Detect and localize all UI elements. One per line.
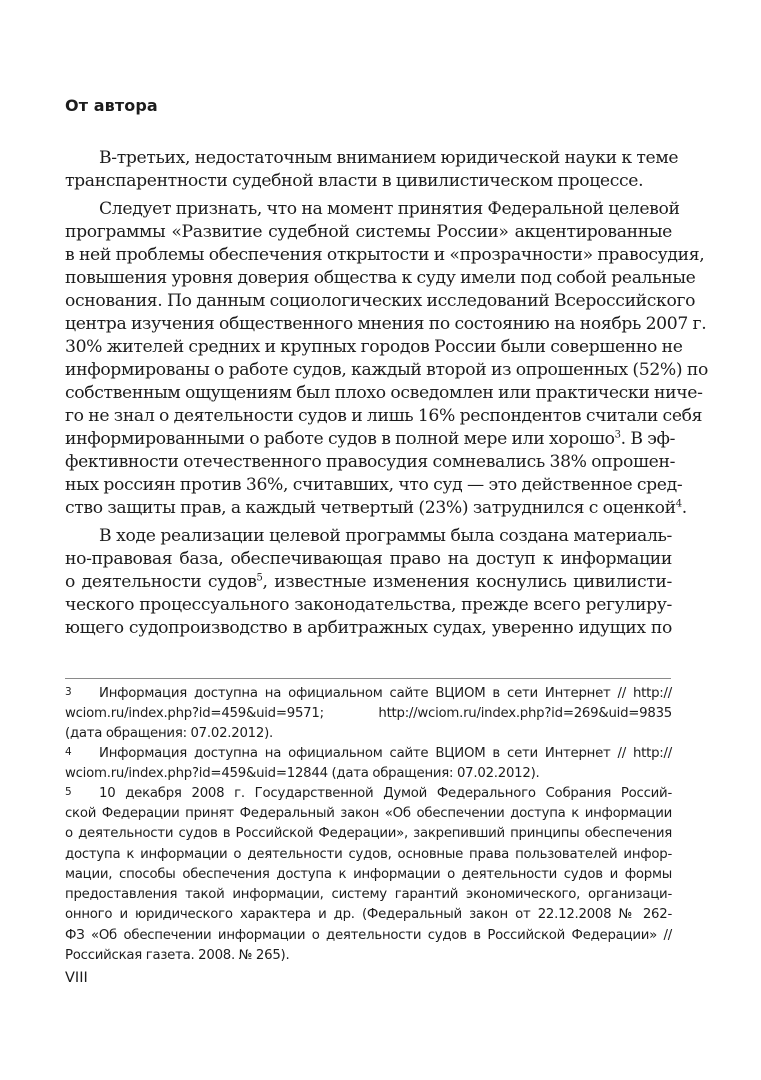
body-line: программы «Развитие судебной системы России» акцентированные (65, 222, 672, 242)
body-line: Следует признать, что на момент принятия Федеральной целевой (99, 199, 680, 219)
body-line: ных россиян против 36%, считавших, что суд — это действенное сред- (65, 475, 683, 495)
footnote-ref[interactable]: 4 (675, 498, 682, 510)
footnote-line: ской Федерации принят Федеральный закон «Об обеспечении доступа к информации (65, 806, 672, 821)
body-line: го не знал о деятельности судов и лишь 16% респондентов считали себя (65, 406, 703, 426)
body-line: основания. По данным социологических исследований Всероссийского (65, 291, 696, 311)
footnote-line: Информация доступна на официальном сайте ВЦИОМ в сети Интернет // http:// (99, 686, 672, 701)
body-line (65, 428, 676, 451)
body-line: информированы о работе судов, каждый второй из опрошенных (52%) по (65, 360, 708, 380)
footnote-line: доступа к информации о деятельности судов, основные права пользователей инфор- (65, 847, 672, 862)
body-line: фективности отечественного правосудия сомневались 38% опрошен- (65, 452, 676, 472)
body-line: В-третьих, недостаточным вниманием юридической науки к теме (99, 148, 679, 168)
body-text: , известные изменения коснулись цивилисти- (262, 572, 672, 592)
footnote-line: wciom.ru/index.php?id=459&uid=9571; http://wciom.ru/index.php?id=269&uid=9835 (65, 706, 672, 721)
footnote-line: Российская газета. 2008. № 265). (65, 948, 290, 963)
body-line: повышения уровня доверия общества к суду имели под собой реальные (65, 268, 696, 288)
body-line: собственным ощущениям был плохо осведомлен или практически ниче- (65, 383, 703, 403)
footnote-line: онного и юридического характера и др. (Федеральный закон от 22.12.2008 № 262- (65, 907, 672, 922)
footnote-ref[interactable]: 5 (256, 572, 263, 584)
footnote-line: Информация доступна на официальном сайте ВЦИОМ в сети Интернет // http:// (99, 746, 672, 761)
page-number: VIII (65, 970, 88, 986)
footnote-separator (65, 678, 671, 679)
body-line: транспарентности судебной власти в цивилистическом процессе. (65, 171, 644, 191)
body-line: ческого процессуального законодательства, прежде всего регулиру- (65, 595, 672, 615)
body-text: ство защиты прав, а каждый четвертый (23%) затруднился с оценкой (65, 498, 676, 518)
body-line: в ней проблемы обеспечения открытости и «прозрачности» правосудия, (65, 245, 705, 265)
footnote-line: (дата обращения: 07.02.2012). (65, 726, 274, 741)
body-line: центра изучения общественного мнения по состоянию на ноябрь 2007 г. (65, 314, 707, 334)
body-line (65, 571, 672, 594)
footnote-line: мации, способы обеспечения доступа к информации о деятельности судов и формы (65, 867, 672, 882)
footnote-number: 5 (65, 786, 72, 798)
body-line: но-правовая база, обеспечивающая право на доступ к информации (65, 549, 672, 569)
body-text: . (681, 498, 687, 518)
footnote-line: wciom.ru/index.php?id=459&uid=12844 (дата обращения: 07.02.2012). (65, 766, 540, 781)
body-text: информированными о работе судов в полной мере или хорошо (65, 429, 615, 449)
body-line (65, 497, 687, 520)
footnote-number: 3 (65, 686, 72, 698)
body-text: о деятельности судов (65, 572, 257, 592)
footnote-line: предоставления такой информации, систему гарантий экономического, организаци- (65, 887, 672, 902)
running-head: От автора (65, 96, 158, 115)
body-line: В ходе реализации целевой программы была создана материаль- (99, 526, 672, 546)
body-line: ющего судопроизводство в арбитражных судах, уверенно идущих по (65, 618, 672, 638)
footnote-number: 4 (65, 746, 72, 758)
footnote-line: 10 декабря 2008 г. Государственной Думой Федерального Собрания Россий- (99, 786, 672, 801)
footnote-line: ФЗ «Об обеспечении информации о деятельности судов в Российской Федерации» // (65, 928, 672, 943)
body-line: 30% жителей средних и крупных городов России были совершенно не (65, 337, 683, 357)
body-text: . В эф- (620, 429, 676, 449)
footnote-ref[interactable]: 3 (614, 429, 621, 441)
footnote-line: о деятельности судов в Российской Федерации», закрепивший принципы обеспечения (65, 826, 672, 841)
